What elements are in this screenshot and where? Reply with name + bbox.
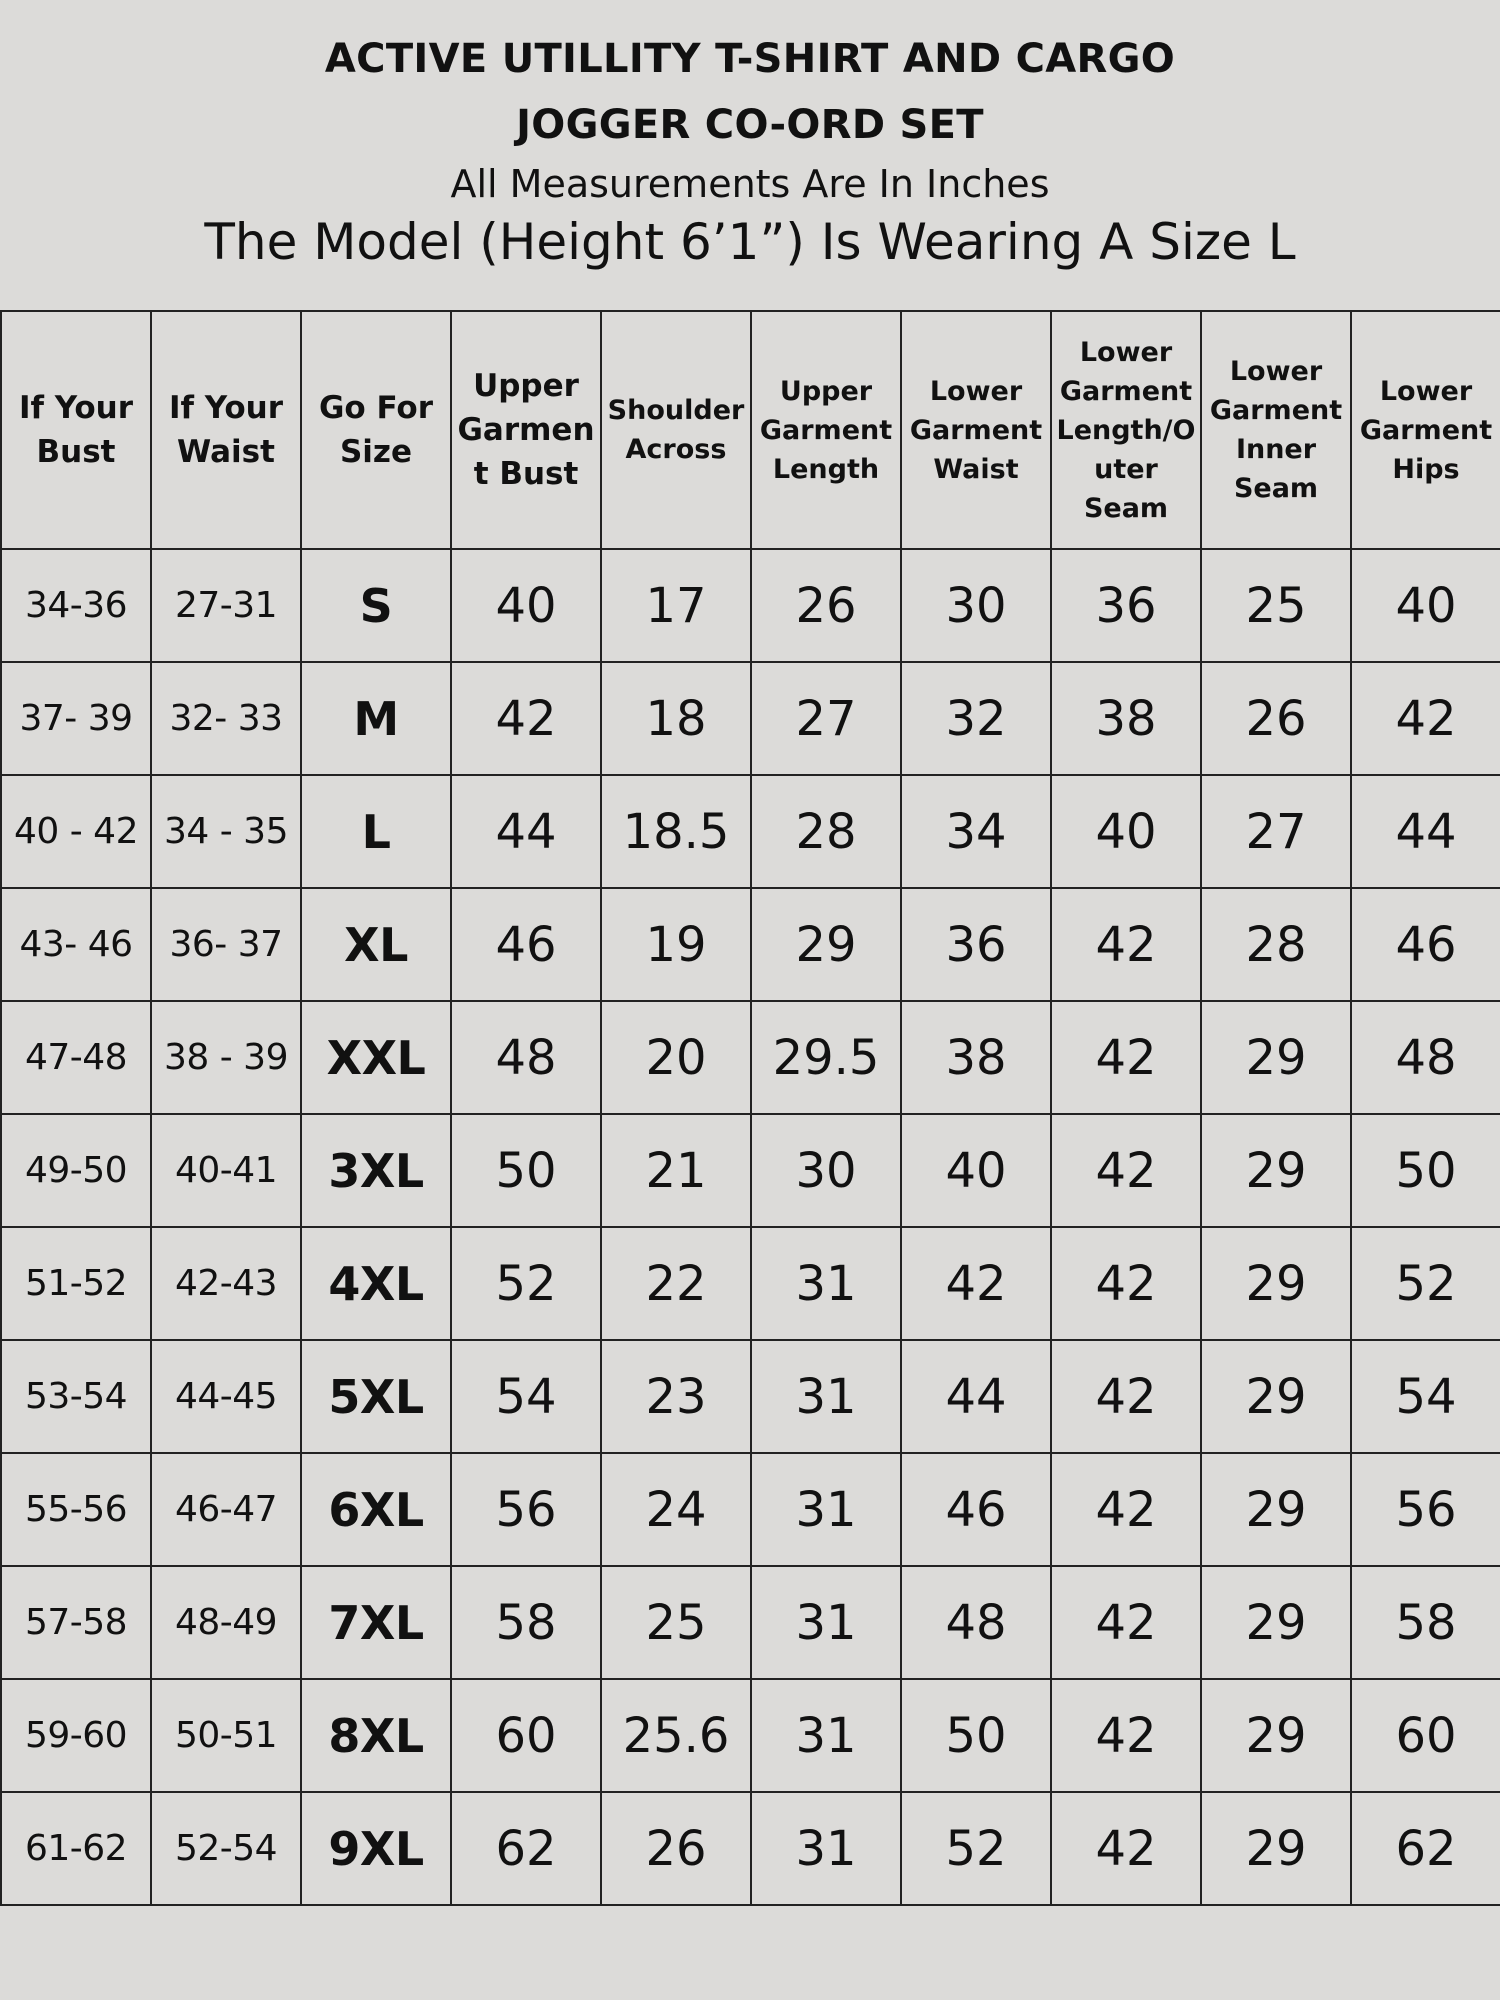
lower-length-cell: 42 [1051,1340,1201,1453]
hips-cell: 60 [1351,1679,1500,1792]
upper-length-cell: 31 [751,1227,901,1340]
waist-range-cell: 50-51 [151,1679,301,1792]
waist-range-cell: 32- 33 [151,662,301,775]
lower-length-cell: 42 [1051,1453,1201,1566]
table-row [1,775,1500,888]
upper-length-cell: 31 [751,1340,901,1453]
waist-range-cell: 27-31 [151,549,301,662]
inner-seam-cell: 29 [1201,1679,1351,1792]
lower-length-cell: 42 [1051,888,1201,1001]
bust-range-cell: 43- 46 [1,888,151,1001]
shoulder-cell: 23 [601,1340,751,1453]
bust-range-cell: 57-58 [1,1566,151,1679]
hips-cell: 40 [1351,549,1500,662]
size-cell: 4XL [301,1227,451,1340]
waist-range-cell: 36- 37 [151,888,301,1001]
bust-range-cell: 37- 39 [1,662,151,775]
header-upper-garment-length: Upper Garment Length [751,311,901,549]
upper-bust-cell: 50 [451,1114,601,1227]
table-row [1,662,1500,775]
inner-seam-cell: 26 [1201,662,1351,775]
upper-bust-cell: 42 [451,662,601,775]
table-row [1,1340,1500,1453]
lower-waist-cell: 44 [901,1340,1051,1453]
lower-waist-cell: 50 [901,1679,1051,1792]
size-cell: L [301,775,451,888]
shoulder-cell: 19 [601,888,751,1001]
page-header [0,0,1500,310]
shoulder-cell: 21 [601,1114,751,1227]
size-cell: M [301,662,451,775]
inner-seam-cell: 29 [1201,1340,1351,1453]
lower-waist-cell: 40 [901,1114,1051,1227]
upper-length-cell: 30 [751,1114,901,1227]
table-row [1,1792,1500,1905]
upper-bust-cell: 40 [451,549,601,662]
table-row [1,1679,1500,1792]
table-header-row [1,311,1500,549]
lower-waist-cell: 30 [901,549,1051,662]
table-row [1,1114,1500,1227]
header-go-for-size: Go For Size [301,311,451,549]
header-if-your-bust: If Your Bust [1,311,151,549]
lower-length-cell: 42 [1051,1566,1201,1679]
table-row [1,1566,1500,1679]
table-row [1,1453,1500,1566]
size-cell: 5XL [301,1340,451,1453]
lower-waist-cell: 34 [901,775,1051,888]
lower-waist-cell: 38 [901,1001,1051,1114]
bust-range-cell: 59-60 [1,1679,151,1792]
hips-cell: 56 [1351,1453,1500,1566]
upper-length-cell: 26 [751,549,901,662]
lower-waist-cell: 32 [901,662,1051,775]
inner-seam-cell: 27 [1201,775,1351,888]
size-cell: XXL [301,1001,451,1114]
hips-cell: 46 [1351,888,1500,1001]
shoulder-cell: 25 [601,1566,751,1679]
inner-seam-cell: 29 [1201,1001,1351,1114]
inner-seam-cell: 28 [1201,888,1351,1001]
waist-range-cell: 52-54 [151,1792,301,1905]
lower-length-cell: 42 [1051,1001,1201,1114]
lower-length-cell: 42 [1051,1227,1201,1340]
table-row [1,888,1500,1001]
lower-length-cell: 36 [1051,549,1201,662]
header-lower-garment-waist: Lower Garment Waist [901,311,1051,549]
waist-range-cell: 42-43 [151,1227,301,1340]
waist-range-cell: 44-45 [151,1340,301,1453]
bust-range-cell: 40 - 42 [1,775,151,888]
size-cell: XL [301,888,451,1001]
upper-bust-cell: 48 [451,1001,601,1114]
inner-seam-cell: 29 [1201,1566,1351,1679]
upper-bust-cell: 54 [451,1340,601,1453]
hips-cell: 54 [1351,1340,1500,1453]
table-row [1,1227,1500,1340]
inner-seam-cell: 29 [1201,1792,1351,1905]
header-lower-garment-hips: Lower Garment Hips [1351,311,1500,549]
hips-cell: 48 [1351,1001,1500,1114]
inner-seam-cell: 25 [1201,549,1351,662]
size-chart-body [1,549,1500,1905]
page-title-line-1: ACTIVE UTILLITY T-SHIRT AND CARGO [324,36,1176,82]
header-lower-garment-inner-seam: Lower Garment Inner Seam [1201,311,1351,549]
hips-cell: 44 [1351,775,1500,888]
upper-bust-cell: 46 [451,888,601,1001]
lower-length-cell: 38 [1051,662,1201,775]
header-upper-garment-bust: Upper Garment Bust [451,311,601,549]
shoulder-cell: 26 [601,1792,751,1905]
header-lower-garment-length-outer-seam: Lower Garment Length/Outer Seam [1051,311,1201,549]
lower-waist-cell: 48 [901,1566,1051,1679]
bust-range-cell: 49-50 [1,1114,151,1227]
waist-range-cell: 38 - 39 [151,1001,301,1114]
hips-cell: 52 [1351,1227,1500,1340]
inner-seam-cell: 29 [1201,1114,1351,1227]
upper-length-cell: 31 [751,1453,901,1566]
upper-bust-cell: 44 [451,775,601,888]
bust-range-cell: 34-36 [1,549,151,662]
hips-cell: 50 [1351,1114,1500,1227]
lower-waist-cell: 52 [901,1792,1051,1905]
size-cell: 8XL [301,1679,451,1792]
upper-bust-cell: 60 [451,1679,601,1792]
upper-bust-cell: 52 [451,1227,601,1340]
table-row [1,549,1500,662]
bust-range-cell: 53-54 [1,1340,151,1453]
page-title-line-2: JOGGER CO-ORD SET [516,102,984,148]
shoulder-cell: 22 [601,1227,751,1340]
size-cell: 3XL [301,1114,451,1227]
upper-length-cell: 29 [751,888,901,1001]
shoulder-cell: 24 [601,1453,751,1566]
size-cell: S [301,549,451,662]
shoulder-cell: 18 [601,662,751,775]
lower-waist-cell: 36 [901,888,1051,1001]
inner-seam-cell: 29 [1201,1453,1351,1566]
upper-length-cell: 29.5 [751,1001,901,1114]
lower-length-cell: 42 [1051,1792,1201,1905]
bust-range-cell: 51-52 [1,1227,151,1340]
bust-range-cell: 55-56 [1,1453,151,1566]
shoulder-cell: 25.6 [601,1679,751,1792]
shoulder-cell: 20 [601,1001,751,1114]
upper-length-cell: 31 [751,1792,901,1905]
table-row [1,1001,1500,1114]
lower-waist-cell: 42 [901,1227,1051,1340]
lower-length-cell: 42 [1051,1679,1201,1792]
shoulder-cell: 18.5 [601,775,751,888]
waist-range-cell: 48-49 [151,1566,301,1679]
size-cell: 9XL [301,1792,451,1905]
lower-length-cell: 42 [1051,1114,1201,1227]
size-cell: 7XL [301,1566,451,1679]
lower-waist-cell: 46 [901,1453,1051,1566]
upper-length-cell: 27 [751,662,901,775]
measurement-unit-note: All Measurements Are In Inches [450,162,1050,206]
hips-cell: 62 [1351,1792,1500,1905]
hips-cell: 58 [1351,1566,1500,1679]
lower-length-cell: 40 [1051,775,1201,888]
upper-bust-cell: 58 [451,1566,601,1679]
inner-seam-cell: 29 [1201,1227,1351,1340]
upper-length-cell: 31 [751,1566,901,1679]
shoulder-cell: 17 [601,549,751,662]
waist-range-cell: 40-41 [151,1114,301,1227]
bust-range-cell: 47-48 [1,1001,151,1114]
upper-length-cell: 28 [751,775,901,888]
model-size-note: The Model (Height 6’1”) Is Wearing A Size L [204,213,1296,271]
waist-range-cell: 46-47 [151,1453,301,1566]
bust-range-cell: 61-62 [1,1792,151,1905]
upper-bust-cell: 62 [451,1792,601,1905]
waist-range-cell: 34 - 35 [151,775,301,888]
size-cell: 6XL [301,1453,451,1566]
upper-bust-cell: 56 [451,1453,601,1566]
header-shoulder-across: Shoulder Across [601,311,751,549]
size-chart-table [0,310,1500,1906]
upper-length-cell: 31 [751,1679,901,1792]
hips-cell: 42 [1351,662,1500,775]
header-if-your-waist: If Your Waist [151,311,301,549]
